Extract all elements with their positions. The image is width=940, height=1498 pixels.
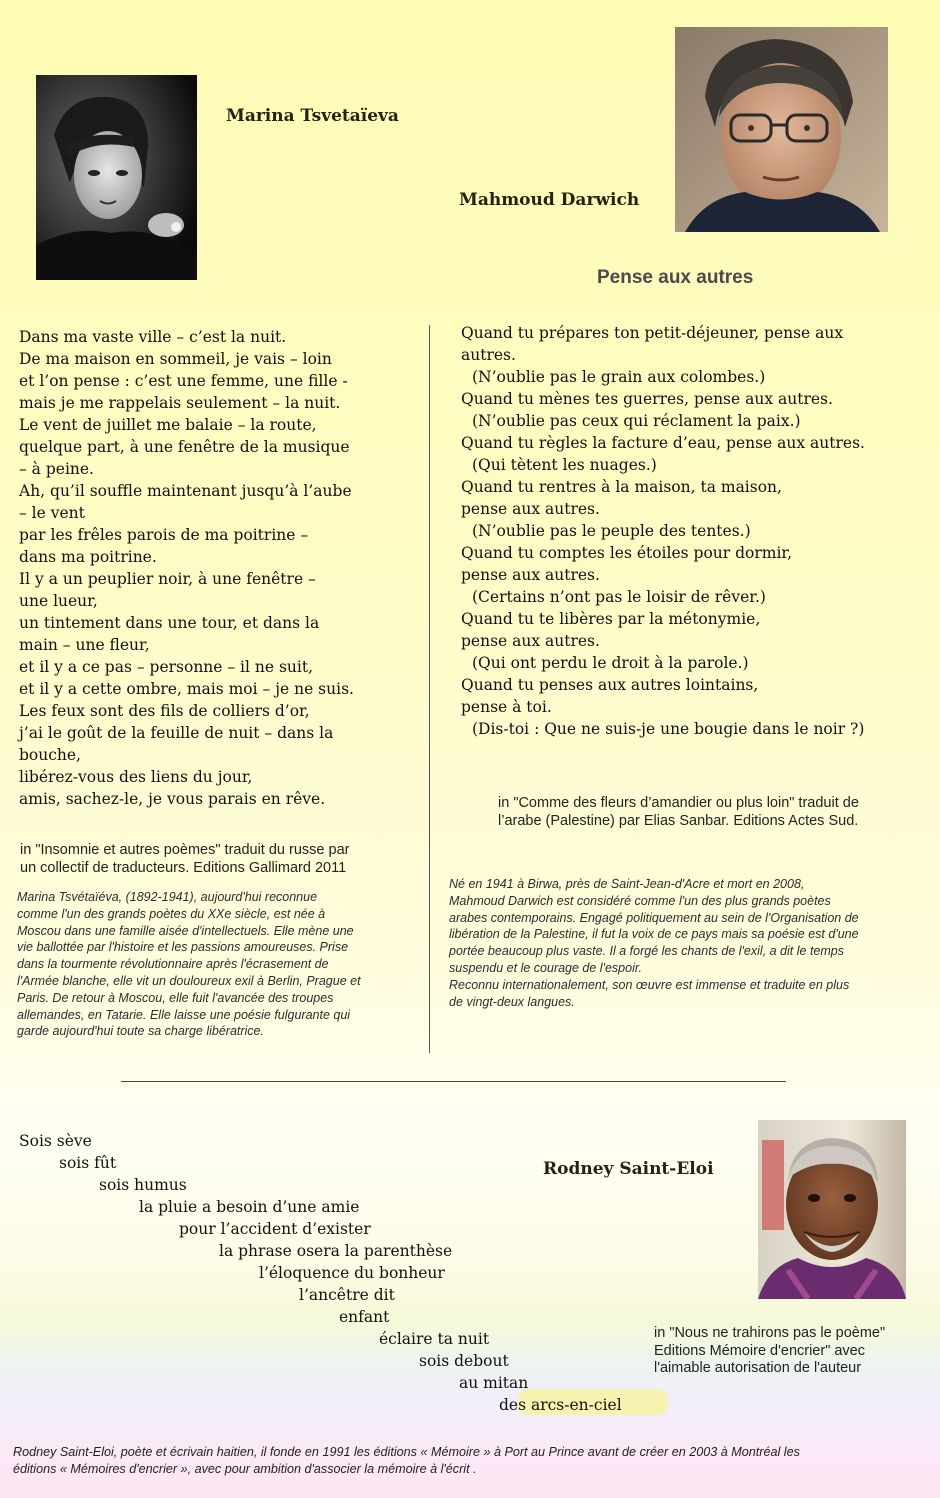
saint-eloi-source-line: in "Nous ne trahirons pas le poème" <box>654 1325 886 1341</box>
poem-line: pense aux autres. <box>461 632 600 650</box>
poem-line: (N’oublie pas le grain aux colombes.) <box>472 368 766 386</box>
poem-line: bouche, <box>19 746 81 764</box>
bio-line: Né en 1941 à Birwa, près de Saint-Jean-d'Acre et mort en 2008, <box>449 877 805 891</box>
saint-eloi-bio <box>13 1444 800 1478</box>
poem-line: libérez-vous des liens du jour, <box>19 768 253 786</box>
poem-line: Le vent de juillet me balaie – la route, <box>19 416 317 434</box>
bio-line: Mahmoud Darwich est considéré comme l'un des plus grands poètes <box>449 893 831 908</box>
poem-line: Sois sève <box>19 1132 92 1150</box>
tsvetaeva-bio <box>17 889 361 1040</box>
poem-line: des arcs-en-ciel <box>499 1396 622 1414</box>
bio-line: vie ballottée par l'histoire et les passions amoureuses. Prise <box>17 940 349 955</box>
bio-line: portée beaucoup plus vaste. Il a forgé les chants de l'exil, a dit le temps <box>449 944 844 959</box>
saint-eloi-bio-line: éditions « Mémoires d'encrier », avec pour ambition d'associer la mémoire à l'écrit . <box>13 1461 477 1476</box>
poem-line: Quand tu comptes les étoiles pour dormir, <box>461 544 793 562</box>
poem-line: Il y a un peuplier noir, à une fenêtre – <box>19 570 316 588</box>
poem-line: sois fût <box>59 1154 117 1172</box>
bio-line: comme l'un des grands poètes du XXe siècle, est née à <box>17 906 326 921</box>
poem-line: éclaire ta nuit <box>379 1330 490 1348</box>
poem-line: mais je me rappelais seulement – la nuit. <box>19 394 341 412</box>
saint-eloi-source-line: Editions Mémoire d'encrier" avec <box>654 1342 866 1359</box>
poem-line: Quand tu rentres à la maison, ta maison, <box>461 478 782 496</box>
bio-line: Reconnu internationalement, son œuvre est immense et traduite en plus <box>449 977 850 992</box>
poem-line: Quand tu te libères par la métonymie, <box>461 610 761 628</box>
saint-eloi-source <box>654 1325 885 1378</box>
poem-line: et il y a cette ombre, mais moi – je ne suis. <box>19 680 354 698</box>
poem-line: Quand tu penses aux autres lointains, <box>461 676 759 694</box>
column-divider <box>429 325 430 1053</box>
poem-line: une lueur, <box>19 592 98 610</box>
poem-line: pense aux autres. <box>461 500 600 518</box>
poem-line: Quand tu règles la facture d’eau, pense aux autres. <box>461 434 865 452</box>
darwich-bio <box>449 876 859 1010</box>
saint-eloi-portrait <box>758 1120 906 1299</box>
poem-line: et il y a ce pas – personne – il ne suit, <box>19 658 314 676</box>
poem-line: la pluie a besoin d’une amie <box>139 1198 360 1216</box>
poem-line: sois debout <box>419 1352 509 1370</box>
poem-line: Ah, qu’il souffle maintenant jusqu’à l’aube <box>19 482 352 500</box>
poem-line: pense à toi. <box>461 698 552 716</box>
darwich-source <box>498 794 859 830</box>
bio-line: garde aujourd'hui toute sa charge libératrice. <box>17 1024 264 1039</box>
poem-line: enfant <box>339 1308 390 1326</box>
bio-line: suspendu et le courage de l'espoir. <box>449 960 643 975</box>
poem-line: par les frêles parois de ma poitrine – <box>19 526 309 544</box>
bio-line: arabes contemporains. Engagé politiquement au sein de l'Organisation de <box>449 910 859 925</box>
tsvetaeva-portrait <box>36 75 197 280</box>
poem-line: main – une fleur, <box>19 636 150 654</box>
poem-line: au mitan <box>459 1374 529 1392</box>
bio-line: de vingt-deux langues. <box>449 994 575 1009</box>
poem-line: (N’oublie pas ceux qui réclament la paix.) <box>472 412 801 430</box>
poem-line: dans ma poitrine. <box>19 548 157 566</box>
darwich-poem-title: Pense aux autres <box>597 267 754 288</box>
tsvetaeva-source <box>20 841 349 877</box>
darwich-source-line: in "Comme des fleurs d’amandier ou plus loin" traduit de <box>498 795 859 811</box>
saint-eloi-bio-line: Rodney Saint-Eloi, poète et écrivain haitien, il fonde en 1991 les éditions « Mémoire » à Port au Prince avant de créer en 2003 à Montréal les <box>13 1445 800 1459</box>
poem-line: amis, sachez-le, je vous parais en rêve. <box>19 790 326 808</box>
poem-line: (N’oublie pas le peuple des tentes.) <box>472 522 751 540</box>
bio-line: libération de la Palestine, il fut la voix de ce pays mais sa poésie est d'une <box>449 927 859 942</box>
poem-line: l’ancêtre dit <box>299 1286 395 1304</box>
bio-line: Paris. De retour à Moscou, elle fuit l'avancée des troupes <box>17 990 334 1005</box>
poem-line: (Qui ont perdu le droit à la parole.) <box>472 654 749 672</box>
poem-line: – le vent <box>19 504 85 522</box>
tsvetaeva-name: Marina Tsvetaïeva <box>226 106 399 126</box>
poem-line: et l’on pense : c’est une femme, une fille - <box>19 372 348 390</box>
darwich-portrait <box>675 27 888 232</box>
poem-line: Quand tu mènes tes guerres, pense aux autres. <box>461 390 833 408</box>
bio-line: Marina Tsvétaïéva, (1892-1941), aujourd'hui reconnue <box>17 890 318 904</box>
darwich-name: Mahmoud Darwich <box>459 190 640 210</box>
poem-line: pense aux autres. <box>461 566 600 584</box>
darwich-source-line: l’arabe (Palestine) par Elias Sanbar. Editions Actes Sud. <box>498 813 859 829</box>
poem-line: un tintement dans une tour, et dans la <box>19 614 320 632</box>
poem-line: sois humus <box>99 1176 187 1194</box>
saint-eloi-source-line: l'aimable autorisation de l'auteur <box>654 1360 862 1376</box>
poem-line: pour l’accident d’exister <box>179 1220 371 1238</box>
tsvetaeva-poem <box>19 326 354 810</box>
poem-line: l’éloquence du bonheur <box>259 1264 445 1282</box>
poem-line: quelque part, à une fenêtre de la musique <box>19 438 350 456</box>
bio-line: l'Armée blanche, elle vit un douloureux exil à Berlin, Prague et <box>17 973 361 988</box>
poem-line: Les feux sont des fils de colliers d’or, <box>19 702 310 720</box>
bio-line: allemandes, en Tatarie. Elle laisse une poésie fulgurante qui <box>17 1007 351 1022</box>
bio-line: Moscou dans une famille aisée d'intellectuels. Elle mène une <box>17 923 354 938</box>
poem-line: autres. <box>461 346 516 364</box>
saint-eloi-name: Rodney Saint-Eloi <box>543 1159 714 1179</box>
section-divider <box>121 1081 786 1082</box>
poem-line: – à peine. <box>19 460 94 478</box>
poem-line: (Certains n’ont pas le loisir de rêver.) <box>472 588 766 606</box>
poem-line: j’ai le goût de la feuille de nuit – dans la <box>19 724 334 742</box>
poem-line: Dans ma vaste ville – c’est la nuit. <box>19 328 287 346</box>
tsvetaeva-source-line: un collectif de traducteurs. Editions Gallimard 2011 <box>20 860 347 876</box>
poem-line: Quand tu prépares ton petit-déjeuner, pense aux <box>461 324 844 342</box>
poem-line: De ma maison en sommeil, je vais – loin <box>19 350 332 368</box>
poem-line: la phrase osera la parenthèse <box>219 1242 453 1260</box>
poem-line: (Qui tètent les nuages.) <box>472 456 657 474</box>
tsvetaeva-source-line: in "Insomnie et autres poèmes" traduit du russe par <box>20 842 350 858</box>
bio-line: dans la tourmente révolutionnaire après l'écrasement de <box>17 957 329 972</box>
poem-line: (Dis-toi : Que ne suis-je une bougie dans le noir ?) <box>472 720 865 738</box>
darwich-poem <box>461 322 865 740</box>
